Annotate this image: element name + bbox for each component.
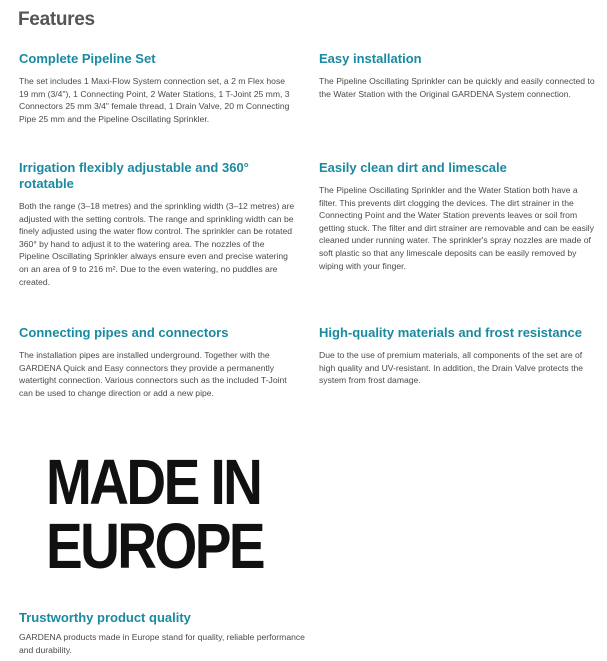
feature-easy-clean xyxy=(319,160,597,272)
feature-title: Trustworthy product quality xyxy=(19,610,191,625)
feature-irrigation-adjustable xyxy=(19,160,296,288)
feature-trustworthy-quality xyxy=(19,610,319,656)
badge-line-2: EUROPE xyxy=(46,510,263,582)
feature-title: High-quality materials and frost resistance xyxy=(319,325,582,340)
feature-high-quality-materials xyxy=(319,325,597,387)
made-in-europe-badge xyxy=(46,446,263,582)
feature-description: Both the range (3–18 metres) and the sprinkling width (3–12 metres) are adjusted with the setting controls. The range and sprinkling width can be finely adjusted using the water flow control. The sprinkler can be rotated 360° by hand to adjust it to the watering area. The nozzles of the Pipeline Oscillating Sprinkler always ensure even and precise watering on an area of 9 to 216 m². Due to the even watering, no puddles are created. xyxy=(19,201,295,287)
feature-description: The Pipeline Oscillating Sprinkler and the Water Station both have a filter. This prevents dirt clogging the devices. The dirt strainer in the Connecting Point and the Water Station prevents leaves or soil from getting stuck. The filter and dirt strainer are removable and can be easily cleaned under running water. The sprinkler's spray nozzles are made of soft plastic so that any limescale deposits can be easily removed by wiping with your finger. xyxy=(319,185,594,271)
badge-line-1: MADE IN xyxy=(46,446,261,518)
feature-description: The set includes 1 Maxi-Flow System connection set, a 2 m Flex hose 19 mm (3/4"), 1 Connecting Point, 2 Water Stations, 1 T-Joint 25 mm, 3 Connectors 25 mm 3/4" female thread, 1 Drain Valve, 20 m Connecting Pipe 25 mm and the Pipeline Oscillating Sprinkler. xyxy=(19,76,290,124)
page-title: Features xyxy=(18,9,95,30)
feature-title: Complete Pipeline Set xyxy=(19,51,156,66)
feature-title: Easy installation xyxy=(319,51,422,66)
feature-description: GARDENA products made in Europe stand for quality, reliable performance and durability. xyxy=(19,632,305,655)
feature-description: Due to the use of premium materials, all components of the set are of high quality and UV-resistant. In addition, the Drain Valve protects the system from frost damage. xyxy=(319,350,584,386)
feature-description: The installation pipes are installed underground. Together with the GARDENA Quick and Easy connectors they provide a permanently watertight connection. Various connectors such as the included T-Joint can be used to change direction or add a new pipe. xyxy=(19,350,287,398)
feature-complete-pipeline-set xyxy=(19,51,296,125)
feature-description: The Pipeline Oscillating Sprinkler can be quickly and easily connected to the Water Station with the Original GARDENA System connection. xyxy=(319,76,595,99)
feature-easy-installation xyxy=(319,51,597,100)
feature-title: Easily clean dirt and limescale xyxy=(319,160,507,175)
feature-title: Irrigation flexibly adjustable and 360° rotatable xyxy=(19,160,249,191)
feature-title: Connecting pipes and connectors xyxy=(19,325,229,340)
feature-connecting-pipes xyxy=(19,325,296,399)
